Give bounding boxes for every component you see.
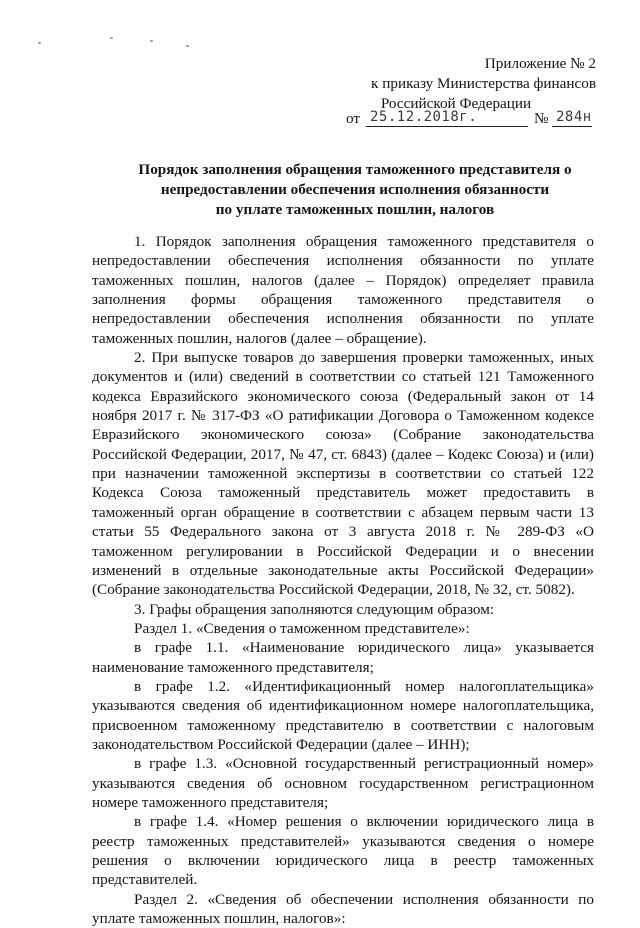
date-underline: [366, 126, 528, 127]
document-body: [92, 232, 594, 928]
order-date-stamp: 25.12.2018г.: [370, 109, 478, 125]
paragraph-2: 2. При выпуске товаров до завершения проверки таможенных, иных документов и (или) сведений в соответствии со статьей 121 Таможенного кодекса Евразийского экономического союза (Федеральный закон от 14 ноября 2017 г. № 317-ФЗ «О ратификации Договора о Таможенном кодексе Евразийского экономического союза» (Собрание законодательства Российской Федерации, 2017, № 47, ст. 6843) (далее – Кодекс Союза) и (или) при назначении таможенной экспертизы в соответствии со статьей 122 Кодекса Союза таможенный представитель может предоставить в таможенный орган обращение в соответствии с абзацем первым части 13 статьи 55 Федерального закона от 3 августа 2018 г. № 289-ФЗ «О таможенном регулировании в Российской Федерации и о внесении изменений в отдельные законодательные акты Российской Федерации» (Собрание законодательства Российской Федерации, 2018, № 32, ст. 5082).: [92, 349, 594, 599]
document-title: [120, 160, 590, 220]
annex-block: [336, 54, 596, 114]
field-1-4: в графе 1.4. «Номер решения о включении юридического лица в реестр таможенных представителей» указываются сведения о номере решения о включении юридического лица в реестр таможенных представителей.: [92, 813, 594, 889]
scan-speck: [110, 37, 113, 39]
title-line: Порядок заполнения обращения таможенного представителя о: [138, 161, 572, 178]
annex-ministry: Российской Федерации: [380, 95, 532, 112]
section-1-heading: Раздел 1. «Сведения о таможенном представителе»:: [134, 619, 470, 637]
date-label: от: [346, 110, 361, 127]
annex-order-ref: к приказу Министерства финансов: [371, 75, 596, 92]
number-underline: [552, 126, 592, 127]
field-1-2: в графе 1.2. «Идентификационный номер налогоплательщика» указываются сведения об идентификационном номере налогоплательщика, присвоенном таможенному представителю в соответствии с налоговым законодательством Российской Федерации (далее – ИНН);: [92, 677, 594, 753]
title-line: по уплате таможенных пошлин, налогов: [215, 201, 495, 218]
order-number-stamp: 284н: [556, 109, 592, 125]
scan-speck: [38, 42, 41, 44]
number-label: №: [534, 110, 549, 127]
field-1-3: в графе 1.3. «Основной государственный регистрационный номер» указываются сведения об основном государственном регистрационном номере таможенного представителя;: [92, 755, 594, 811]
paragraph-1: 1. Порядок заполнения обращения таможенного представителя о непредоставлении обеспечения исполнения обязанности по уплате таможенных пошлин, налогов (далее – Порядок) определяет правила заполнения формы обращения таможенного представителя о непредоставлении обеспечения исполнения обязанности по уплате таможенных пошлин, налогов (далее – обращение).: [92, 233, 594, 347]
field-1-1: в графе 1.1. «Наименование юридического лица» указывается наименование таможенного представителя;: [92, 639, 594, 676]
annex-number: Приложение № 2: [484, 55, 596, 72]
order-date-number-row: [346, 108, 594, 130]
scan-speck: [150, 40, 153, 42]
scan-speck: [186, 45, 189, 47]
paragraph-3: 3. Графы обращения заполняются следующим образом:: [134, 600, 495, 618]
title-line: непредоставлении обеспечения исполнения обязанности: [160, 181, 550, 198]
section-2-heading: Раздел 2. «Сведения об обеспечении исполнения обязанности по уплате таможенных пошлин, налогов»:: [92, 890, 594, 928]
